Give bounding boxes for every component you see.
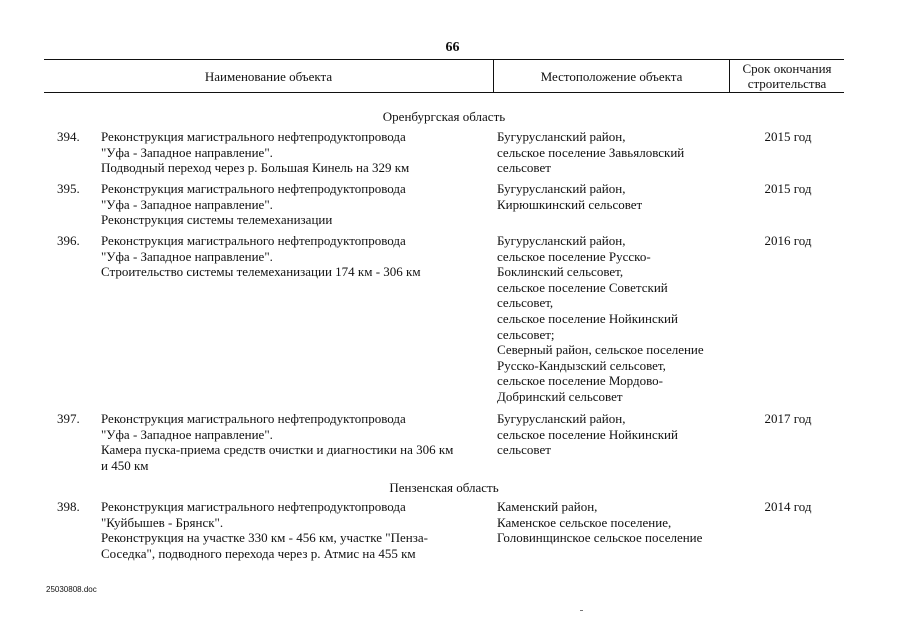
- header-deadline-line: Срок окончания: [742, 61, 832, 76]
- object-name-line: "Куйбышев - Брянск".: [101, 514, 224, 530]
- object-name-line: и 450 км: [101, 457, 149, 473]
- location-line: сельское поселение Русско-: [497, 248, 651, 264]
- location-line: Русско-Кандызский сельсовет,: [497, 357, 666, 373]
- header-construction-deadline: [730, 60, 844, 92]
- location-line: Бугурусланский район,: [497, 181, 626, 196]
- completion-year: 2014 год: [764, 499, 812, 514]
- object-location: [497, 233, 737, 405]
- location-line: сельсовет,: [497, 295, 554, 311]
- location-line: Бугурусланский район,: [497, 233, 626, 248]
- object-location: [497, 499, 737, 546]
- object-name-line: Реконструкция системы телемеханизации: [101, 212, 333, 228]
- location-line: Северный район, сельское поселение: [497, 342, 704, 358]
- object-name: [101, 129, 486, 176]
- object-name-line: Реконструкция магистрального нефтепродуктопровода: [101, 129, 406, 144]
- row-number: 398.: [57, 499, 80, 514]
- object-name-line: Реконструкция магистрального нефтепродуктопровода: [101, 411, 406, 426]
- location-line: сельсовет;: [497, 326, 555, 342]
- object-location: [497, 129, 737, 176]
- location-line: Головинщинское сельское поселение: [497, 530, 703, 546]
- object-location: [497, 411, 737, 458]
- object-name-line: Подводный переход через р. Большая Кинель на 329 км: [101, 160, 410, 176]
- row-number: 396.: [57, 233, 80, 248]
- table-header-bottom-rule: [44, 92, 844, 93]
- object-name-line: "Уфа - Западное направление".: [101, 196, 273, 212]
- object-name-line: Реконструкция магистрального нефтепродуктопровода: [101, 499, 406, 514]
- object-name: [101, 411, 486, 473]
- location-line: сельское поселение Мордово-: [497, 373, 663, 389]
- header-object-name: Наименование объекта: [204, 68, 333, 84]
- location-line: сельсовет: [497, 442, 551, 458]
- object-name-line: Соседка", подводного перехода через р. Атмис на 455 км: [101, 545, 416, 561]
- completion-year: 2017 год: [764, 411, 812, 426]
- location-line: Бугурусланский район,: [497, 411, 626, 426]
- object-name-line: "Уфа - Западное направление".: [101, 426, 273, 442]
- object-name-line: Строительство системы телемеханизации 174 км - 306 км: [101, 264, 421, 280]
- object-name-line: Реконструкция магистрального нефтепродуктопровода: [101, 233, 406, 248]
- header-object-location: Местоположение объекта: [540, 68, 683, 84]
- completion-year: 2016 год: [764, 233, 812, 248]
- location-line: Добринский сельсовет: [497, 388, 623, 404]
- location-line: сельсовет: [497, 160, 551, 176]
- object-name-line: Реконструкция на участке 330 км - 456 км, участке "Пенза-: [101, 530, 428, 546]
- object-name-line: Реконструкция магистрального нефтепродуктопровода: [101, 181, 406, 196]
- object-name-line: "Уфа - Западное направление".: [101, 144, 273, 160]
- location-line: сельское поселение Советский: [497, 279, 668, 295]
- completion-year: 2015 год: [764, 129, 812, 144]
- header-deadline-line: строительства: [747, 76, 827, 91]
- completion-year: 2015 год: [764, 181, 812, 196]
- location-line: Бугурусланский район,: [497, 129, 626, 144]
- location-line: Каменский район,: [497, 499, 598, 514]
- region-heading: Пензенская область: [389, 480, 499, 495]
- object-name-line: Камера пуска-приема средств очистки и диагностики на 306 км: [101, 442, 454, 458]
- page-number: 66: [445, 40, 460, 55]
- location-line: Боклинский сельсовет,: [497, 264, 624, 280]
- row-number: 397.: [57, 411, 80, 426]
- object-name: [101, 181, 486, 228]
- document-filename: 25030808.doc: [46, 585, 97, 594]
- scan-mark: [580, 610, 583, 611]
- row-number: 394.: [57, 129, 80, 144]
- location-line: Кирюшкинский сельсовет: [497, 196, 643, 212]
- location-line: сельское поселение Завьяловский: [497, 144, 685, 160]
- location-line: Каменское сельское поселение,: [497, 514, 672, 530]
- row-number: 395.: [57, 181, 80, 196]
- location-line: сельское поселение Нойкинский: [497, 310, 678, 326]
- location-line: сельское поселение Нойкинский: [497, 426, 678, 442]
- region-heading: Оренбургская область: [382, 109, 506, 124]
- object-name: [101, 233, 486, 280]
- object-name-line: "Уфа - Западное направление".: [101, 248, 273, 264]
- object-location: [497, 181, 737, 212]
- object-name: [101, 499, 486, 561]
